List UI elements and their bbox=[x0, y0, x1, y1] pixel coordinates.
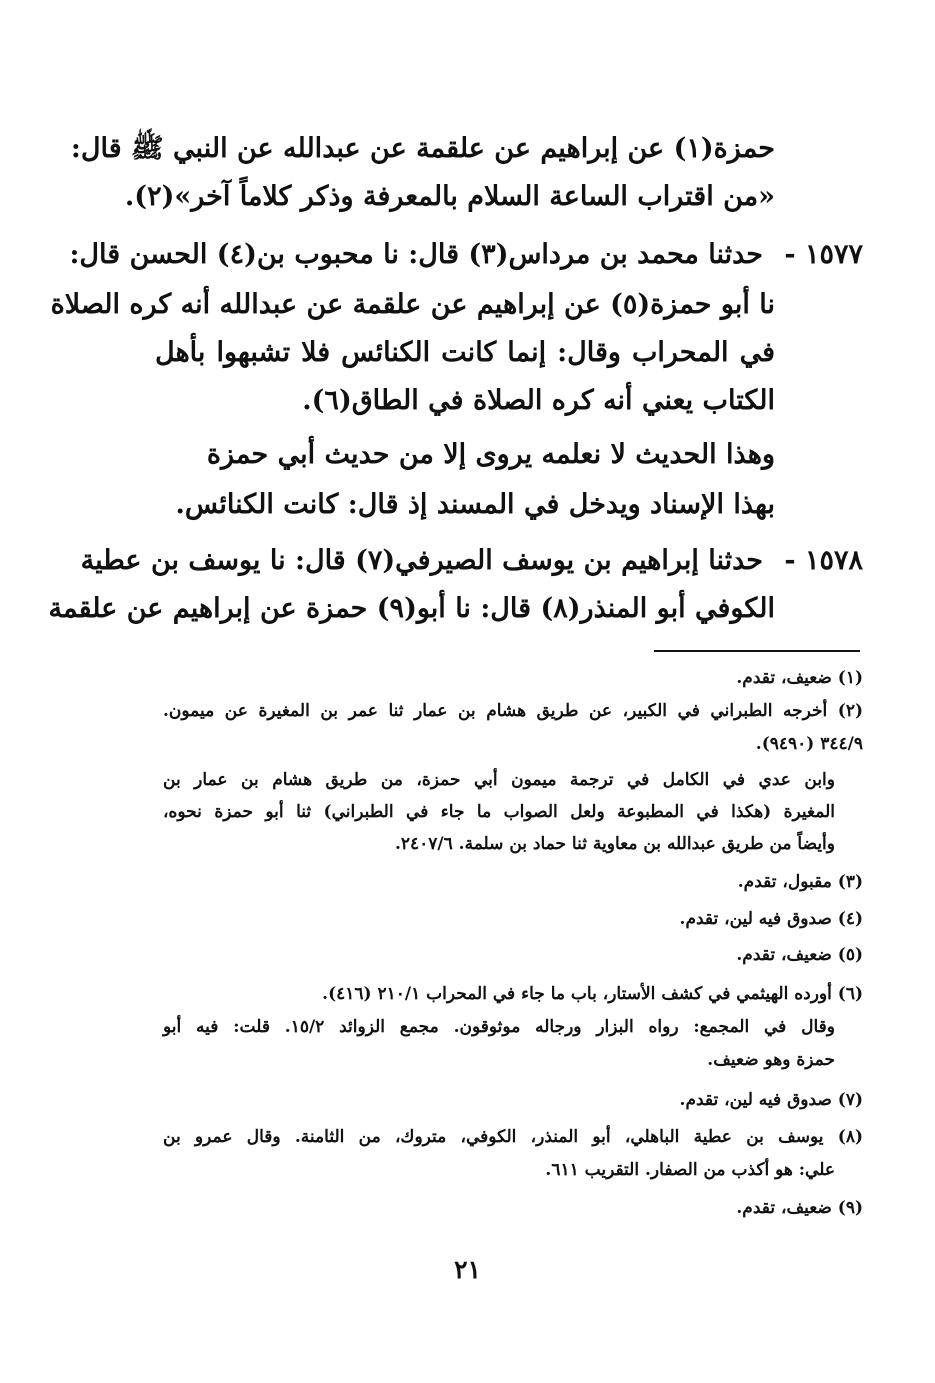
main-line bbox=[155, 482, 775, 528]
hadith-number: ١٥٧٨ - bbox=[784, 545, 863, 576]
main-line bbox=[155, 378, 775, 424]
footnote-line bbox=[163, 798, 835, 826]
line-text: نا أبو حمزة(٥) عن إبراهيم عن علقمة عن عبدالله أنه كره الصلاة bbox=[50, 289, 775, 320]
line-text: حدثنا إبراهيم بن يوسف الصيرفي(٧) قال: نا يوسف بن عطية bbox=[80, 545, 763, 576]
footnote-line bbox=[163, 905, 863, 933]
footnote-text: وابن عدي في الكامل في ترجمة ميمون أبي حمزة، من طريق هشام بن عمار بن bbox=[163, 770, 835, 790]
hadith-number: ١٥٧٧ - bbox=[784, 239, 863, 270]
footnote-line bbox=[163, 1194, 863, 1222]
footnote-text: علي: هو أكذب من الصفار. التقريب ٦١١. bbox=[545, 1160, 835, 1180]
footnote-text: ٣٤٤/٩ (٩٤٩٠). bbox=[755, 734, 863, 754]
footnote-separator bbox=[654, 650, 860, 652]
footnote-text: (٦) أورده الهيثمي في كشف الأستار، باب ما جاء في المحراب ٢١٠/١ (٤١٦). bbox=[322, 984, 863, 1004]
line-text: وهذا الحديث لا نعلمه يروى إلا من حديث أبي حمزة bbox=[206, 439, 775, 470]
footnote-text: (٩) ضعيف، تقدم. bbox=[736, 1198, 863, 1218]
footnote-line bbox=[163, 1156, 835, 1184]
line-text: بهذا الإسناد ويدخل في المسند إذ قال: كانت الكنائس. bbox=[175, 489, 775, 520]
main-line bbox=[206, 432, 775, 478]
main-line bbox=[50, 282, 775, 328]
footnote-text: (٧) صدوق فيه لين، تقدم. bbox=[679, 1090, 863, 1110]
footnote-text: (٢) أخرجه الطبراني في الكبير، عن طريق هشام بن عمار ثنا عمر بن المغيرة عن ميمون. bbox=[163, 701, 863, 721]
footnote-line bbox=[163, 1086, 863, 1114]
footnote-text: (٥) ضعيف، تقدم. bbox=[736, 945, 863, 965]
main-line bbox=[69, 232, 863, 278]
footnote-line bbox=[163, 1013, 835, 1041]
main-line bbox=[155, 330, 775, 376]
footnote-line bbox=[193, 730, 863, 758]
footnote-line bbox=[163, 941, 863, 969]
line-text: الكوفي أبو المنذر(٨) قال: نا أبو(٩) حمزة عن إبراهيم عن علقمة bbox=[48, 593, 775, 624]
line-text: «من اقتراب الساعة السلام بالمعرفة وذكر كلاماً آخر»(٢). bbox=[124, 181, 775, 212]
footnote-line bbox=[163, 830, 835, 858]
line-text: حدثنا محمد بن مرداس(٣) قال: نا محبوب بن(٤) الحسن قال: bbox=[69, 239, 763, 270]
main-line bbox=[70, 126, 775, 172]
footnote-line bbox=[163, 664, 863, 692]
line-text: حمزة(١) عن إبراهيم عن علقمة عن عبدالله عن النبي ﷺ قال: bbox=[70, 133, 775, 164]
footnote-text: وأيضاً من طريق عبدالله بن معاوية ثنا حماد بن سلمة. ٢٤٠٧/٦. bbox=[394, 834, 835, 854]
page-number: ٢١ bbox=[454, 1255, 481, 1284]
footnote-line bbox=[163, 868, 863, 896]
line-text: في المحراب وقال: إنما كانت الكنائس فلا تشبهوا بأهل bbox=[155, 337, 775, 368]
main-line bbox=[80, 538, 863, 584]
footnote-text: حمزة وهو ضعيف. bbox=[707, 1050, 835, 1070]
footnote-line bbox=[163, 1123, 863, 1151]
line-text: الكتاب يعني أنه كره الصلاة في الطاق(٦). bbox=[302, 385, 775, 416]
footnote-line bbox=[163, 1046, 835, 1074]
footnote-text: المغيرة (هكذا في المطبوعة ولعل الصواب ما جاء في الطبراني) ثنا أبو حمزة نحوه، bbox=[163, 802, 835, 822]
main-line bbox=[48, 586, 775, 632]
footnote-text: (٨) يوسف بن عطية الباهلي، أبو المنذر، الكوفي، متروك، من الثامنة. وقال عمرو بن bbox=[163, 1127, 863, 1147]
footnote-line bbox=[163, 980, 863, 1008]
footnote-text: (٣) مقبول، تقدم. bbox=[737, 872, 863, 892]
footnote-text: (٤) صدوق فيه لين، تقدم. bbox=[679, 909, 863, 929]
footnote-text: (١) ضعيف، تقدم. bbox=[736, 668, 863, 688]
main-line bbox=[124, 174, 775, 220]
footnote-line bbox=[163, 697, 863, 725]
footnote-line bbox=[163, 766, 835, 794]
footnote-text: وقال في المجمع: رواه البزار ورجاله موثوقون. مجمع الزوائد ١٥/٢. قلت: فيه أبو bbox=[163, 1017, 835, 1037]
